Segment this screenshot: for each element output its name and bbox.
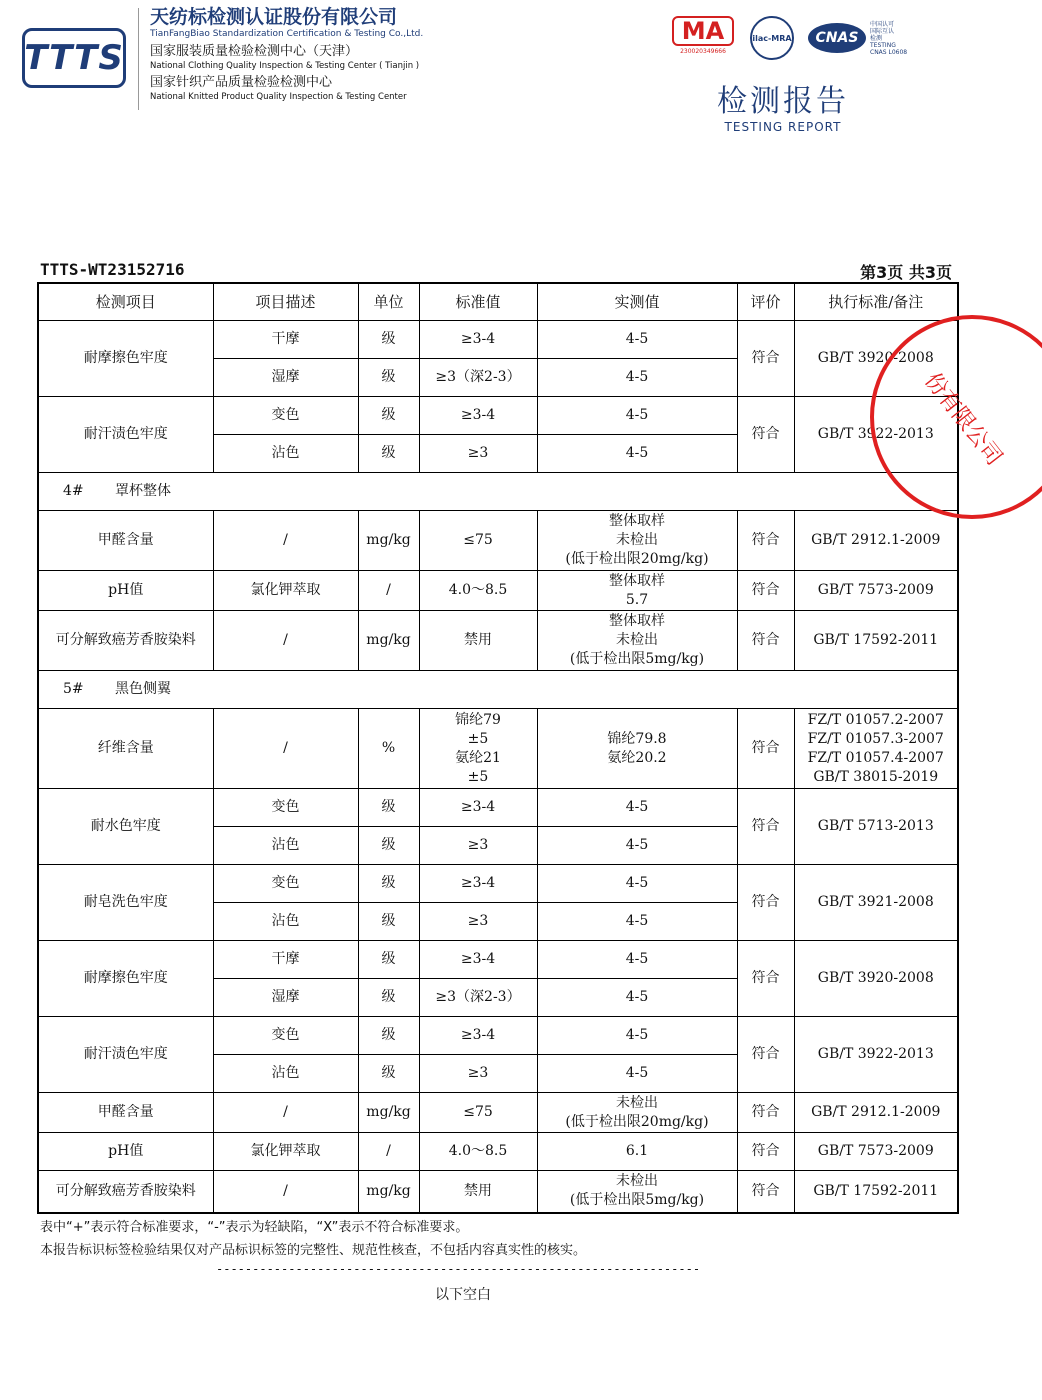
col-header: 评价 xyxy=(737,283,794,321)
table-row xyxy=(38,397,958,435)
standard-value: ≥3-4 xyxy=(419,941,537,979)
section-number: 4# xyxy=(63,483,84,499)
evaluation: 符合 xyxy=(737,611,794,671)
test-item: 纤维含量 xyxy=(38,709,213,789)
measured-value: 未检出 (低于检出限5mg/kg) xyxy=(537,1171,737,1213)
test-item: 耐汗渍色牢度 xyxy=(38,1017,213,1093)
measured-value: 整体取样 5.7 xyxy=(537,571,737,611)
unit: 级 xyxy=(358,1017,419,1055)
evaluation: 符合 xyxy=(737,1017,794,1093)
standard-ref: GB/T 7573-2009 xyxy=(794,1133,958,1171)
unit: 级 xyxy=(358,397,419,435)
evaluation: 符合 xyxy=(737,709,794,789)
center1-name-cn: 国家服装质量检验检测中心（天津） xyxy=(150,44,359,59)
unit: 级 xyxy=(358,903,419,941)
evaluation: 符合 xyxy=(737,397,794,473)
item-desc: 变色 xyxy=(213,1017,358,1055)
evaluation: 符合 xyxy=(737,571,794,611)
test-item: 可分解致癌芳香胺染料 xyxy=(38,1171,213,1213)
center1-name-en: National Clothing Quality Inspection & Testing Center ( Tianjin ) xyxy=(150,61,420,71)
unit: mg/kg xyxy=(358,611,419,671)
cma-mark: MA xyxy=(672,16,734,46)
item-desc: 氯化钾萃取 xyxy=(213,571,358,611)
table-row xyxy=(38,571,958,611)
center2-name-en: National Knitted Product Quality Inspection & Testing Center xyxy=(150,92,407,102)
standard-value: ≤75 xyxy=(419,1093,537,1133)
table-row xyxy=(38,865,958,903)
measured-value: 4-5 xyxy=(537,359,737,397)
evaluation: 符合 xyxy=(737,1133,794,1171)
measured-value: 6.1 xyxy=(537,1133,737,1171)
evaluation: 符合 xyxy=(737,1093,794,1133)
unit: % xyxy=(358,709,419,789)
evaluation: 符合 xyxy=(737,865,794,941)
table-row xyxy=(38,1017,958,1055)
standard-value: 4.0～8.5 xyxy=(419,571,537,611)
standard-value: ≥3 xyxy=(419,435,537,473)
cnas-mark: CNAS xyxy=(808,23,866,53)
cnas-small-text: 中国认可 国际互认 检测 TESTING CNAS L0608 xyxy=(870,20,908,56)
org-name-en: TianFangBiao Standardization Certification & Testing Co.,Ltd. xyxy=(150,29,424,39)
measured-value: 4-5 xyxy=(537,827,737,865)
measured-value: 锦纶79.8 氨纶20.2 xyxy=(537,709,737,789)
evaluation: 符合 xyxy=(737,321,794,397)
page-info: 第3页 共3页 xyxy=(860,263,952,282)
item-desc: / xyxy=(213,511,358,571)
measured-value: 4-5 xyxy=(537,397,737,435)
item-desc: 沾色 xyxy=(213,903,358,941)
table-row xyxy=(38,1133,958,1171)
section-name: 罩杯整体 xyxy=(115,483,171,499)
test-item: 可分解致癌芳香胺染料 xyxy=(38,611,213,671)
standard-ref: GB/T 3922-2013 xyxy=(794,1017,958,1093)
test-item: pH值 xyxy=(38,571,213,611)
measured-value: 4-5 xyxy=(537,321,737,359)
unit: 级 xyxy=(358,789,419,827)
standard-value: ≥3（深2-3） xyxy=(419,359,537,397)
cma-number: 230020349666 xyxy=(680,48,726,55)
measured-value: 未检出 (低于检出限20mg/kg) xyxy=(537,1093,737,1133)
col-header: 实测值 xyxy=(537,283,737,321)
table-row xyxy=(38,709,958,789)
report-title-cn: 检测报告 xyxy=(717,84,849,119)
test-item: 耐水色牢度 xyxy=(38,789,213,865)
measured-value: 4-5 xyxy=(537,865,737,903)
standard-ref: GB/T 7573-2009 xyxy=(794,571,958,611)
measured-value: 4-5 xyxy=(537,435,737,473)
col-header: 单位 xyxy=(358,283,419,321)
section-label xyxy=(38,473,958,511)
item-desc: 沾色 xyxy=(213,1055,358,1093)
end-of-report-text: 以下空白 xyxy=(435,1287,491,1303)
measured-value: 整体取样 未检出 (低于检出限20mg/kg) xyxy=(537,511,737,571)
standard-ref: GB/T 3920-2008 xyxy=(794,941,958,1017)
standard-value: ≥3-4 xyxy=(419,865,537,903)
seal-text: 份有限公司 xyxy=(919,368,1007,471)
item-desc: 干摩 xyxy=(213,321,358,359)
test-item: 耐摩擦色牢度 xyxy=(38,321,213,397)
measured-value: 4-5 xyxy=(537,1017,737,1055)
standard-ref: GB/T 5713-2013 xyxy=(794,789,958,865)
unit: 级 xyxy=(358,979,419,1017)
test-item: pH值 xyxy=(38,1133,213,1171)
standard-ref: GB/T 3920-2008 xyxy=(794,321,958,397)
table-row xyxy=(38,1093,958,1133)
unit: 级 xyxy=(358,435,419,473)
item-desc: / xyxy=(213,709,358,789)
table-row xyxy=(38,611,958,671)
center2-name-cn: 国家针织产品质量检验检测中心 xyxy=(150,75,333,90)
unit: mg/kg xyxy=(358,1093,419,1133)
section-row xyxy=(38,671,958,709)
col-header: 项目描述 xyxy=(213,283,358,321)
unit: mg/kg xyxy=(358,511,419,571)
table-row xyxy=(38,1171,958,1213)
item-desc: 湿摩 xyxy=(213,359,358,397)
unit: mg/kg xyxy=(358,1171,419,1213)
unit: / xyxy=(358,571,419,611)
standard-value: ≥3 xyxy=(419,1055,537,1093)
footnote-line: 本报告标识标签检验结果仅对产品标识标签的完整性、规范性核查，不包括内容真实性的核实。 xyxy=(40,1243,587,1258)
evaluation: 符合 xyxy=(737,789,794,865)
organization-block xyxy=(150,6,450,106)
standard-ref: GB/T 17592-2011 xyxy=(794,1171,958,1213)
ttts-logo xyxy=(22,28,126,88)
col-header: 检测项目 xyxy=(38,283,213,321)
standard-value: 禁用 xyxy=(419,611,537,671)
test-item: 耐摩擦色牢度 xyxy=(38,941,213,1017)
unit: 级 xyxy=(358,1055,419,1093)
ilac-mra-logo xyxy=(744,16,800,60)
standard-value: 4.0～8.5 xyxy=(419,1133,537,1171)
unit: 级 xyxy=(358,941,419,979)
standard-value: ≥3-4 xyxy=(419,397,537,435)
header-divider xyxy=(138,8,139,110)
measured-value: 4-5 xyxy=(537,979,737,1017)
unit: 级 xyxy=(358,321,419,359)
evaluation: 符合 xyxy=(737,941,794,1017)
section-row xyxy=(38,473,958,511)
item-desc: 沾色 xyxy=(213,435,358,473)
org-name-cn: 天纺标检测认证股份有限公司 xyxy=(150,6,398,28)
measured-value: 4-5 xyxy=(537,789,737,827)
standard-ref: GB/T 3922-2013 xyxy=(794,397,958,473)
item-desc: 变色 xyxy=(213,789,358,827)
measured-value: 4-5 xyxy=(537,903,737,941)
item-desc: 沾色 xyxy=(213,827,358,865)
item-desc: 变色 xyxy=(213,865,358,903)
table-row xyxy=(38,511,958,571)
unit: 级 xyxy=(358,865,419,903)
dashed-separator: ------------------------------------------------------------------- xyxy=(216,1262,701,1276)
section-label xyxy=(38,671,958,709)
test-item: 甲醛含量 xyxy=(38,1093,213,1133)
standard-value: ≥3-4 xyxy=(419,1017,537,1055)
col-header: 标准值 xyxy=(419,283,537,321)
item-desc: / xyxy=(213,1093,358,1133)
table-row xyxy=(38,321,958,359)
standard-value: ≥3（深2-3） xyxy=(419,979,537,1017)
footnote-line: 表中“+”表示符合标准要求，“-”表示为轻缺陷，“X”表示不符合标准要求。 xyxy=(40,1220,469,1235)
standard-value: 锦纶79 ±5 氨纶21 ±5 xyxy=(419,709,537,789)
measured-value: 4-5 xyxy=(537,941,737,979)
measured-value: 4-5 xyxy=(537,1055,737,1093)
item-desc: / xyxy=(213,1171,358,1213)
standard-ref: GB/T 2912.1-2009 xyxy=(794,511,958,571)
test-item: 耐皂洗色牢度 xyxy=(38,865,213,941)
standard-value: ≥3 xyxy=(419,903,537,941)
standard-ref: GB/T 17592-2011 xyxy=(794,611,958,671)
section-name: 黑色侧翼 xyxy=(115,681,171,697)
cma-logo xyxy=(672,16,734,60)
standard-value: ≤75 xyxy=(419,511,537,571)
standard-value: ≥3-4 xyxy=(419,321,537,359)
evaluation: 符合 xyxy=(737,511,794,571)
standard-value: ≥3-4 xyxy=(419,789,537,827)
standard-ref: FZ/T 01057.2-2007 FZ/T 01057.3-2007 FZ/T 01057.4-2007 GB/T 38015-2019 xyxy=(794,709,958,789)
col-header: 执行标准/备注 xyxy=(794,283,958,321)
section-number: 5# xyxy=(63,681,84,697)
report-title xyxy=(700,84,866,134)
results-table xyxy=(37,282,959,1214)
report-number: TTTS-WT23152716 xyxy=(40,260,185,279)
standard-ref: GB/T 2912.1-2009 xyxy=(794,1093,958,1133)
unit: 级 xyxy=(358,827,419,865)
item-desc: 干摩 xyxy=(213,941,358,979)
standard-value: ≥3 xyxy=(419,827,537,865)
item-desc: 变色 xyxy=(213,397,358,435)
logo-text: TTTS xyxy=(24,38,124,78)
measured-value: 整体取样 未检出 (低于检出限5mg/kg) xyxy=(537,611,737,671)
standard-value: 禁用 xyxy=(419,1171,537,1213)
report-title-en: TESTING REPORT xyxy=(724,120,842,134)
table-row xyxy=(38,789,958,827)
table-row xyxy=(38,941,958,979)
ilac-mark: ilac-MRA xyxy=(750,16,794,60)
test-item: 耐汗渍色牢度 xyxy=(38,397,213,473)
item-desc: 湿摩 xyxy=(213,979,358,1017)
test-item: 甲醛含量 xyxy=(38,511,213,571)
unit: / xyxy=(358,1133,419,1171)
table-header-row xyxy=(38,283,958,321)
footnotes xyxy=(40,1216,586,1262)
item-desc: / xyxy=(213,611,358,671)
unit: 级 xyxy=(358,359,419,397)
item-desc: 氯化钾萃取 xyxy=(213,1133,358,1171)
standard-ref: GB/T 3921-2008 xyxy=(794,865,958,941)
cnas-logo xyxy=(808,16,924,60)
evaluation: 符合 xyxy=(737,1171,794,1213)
